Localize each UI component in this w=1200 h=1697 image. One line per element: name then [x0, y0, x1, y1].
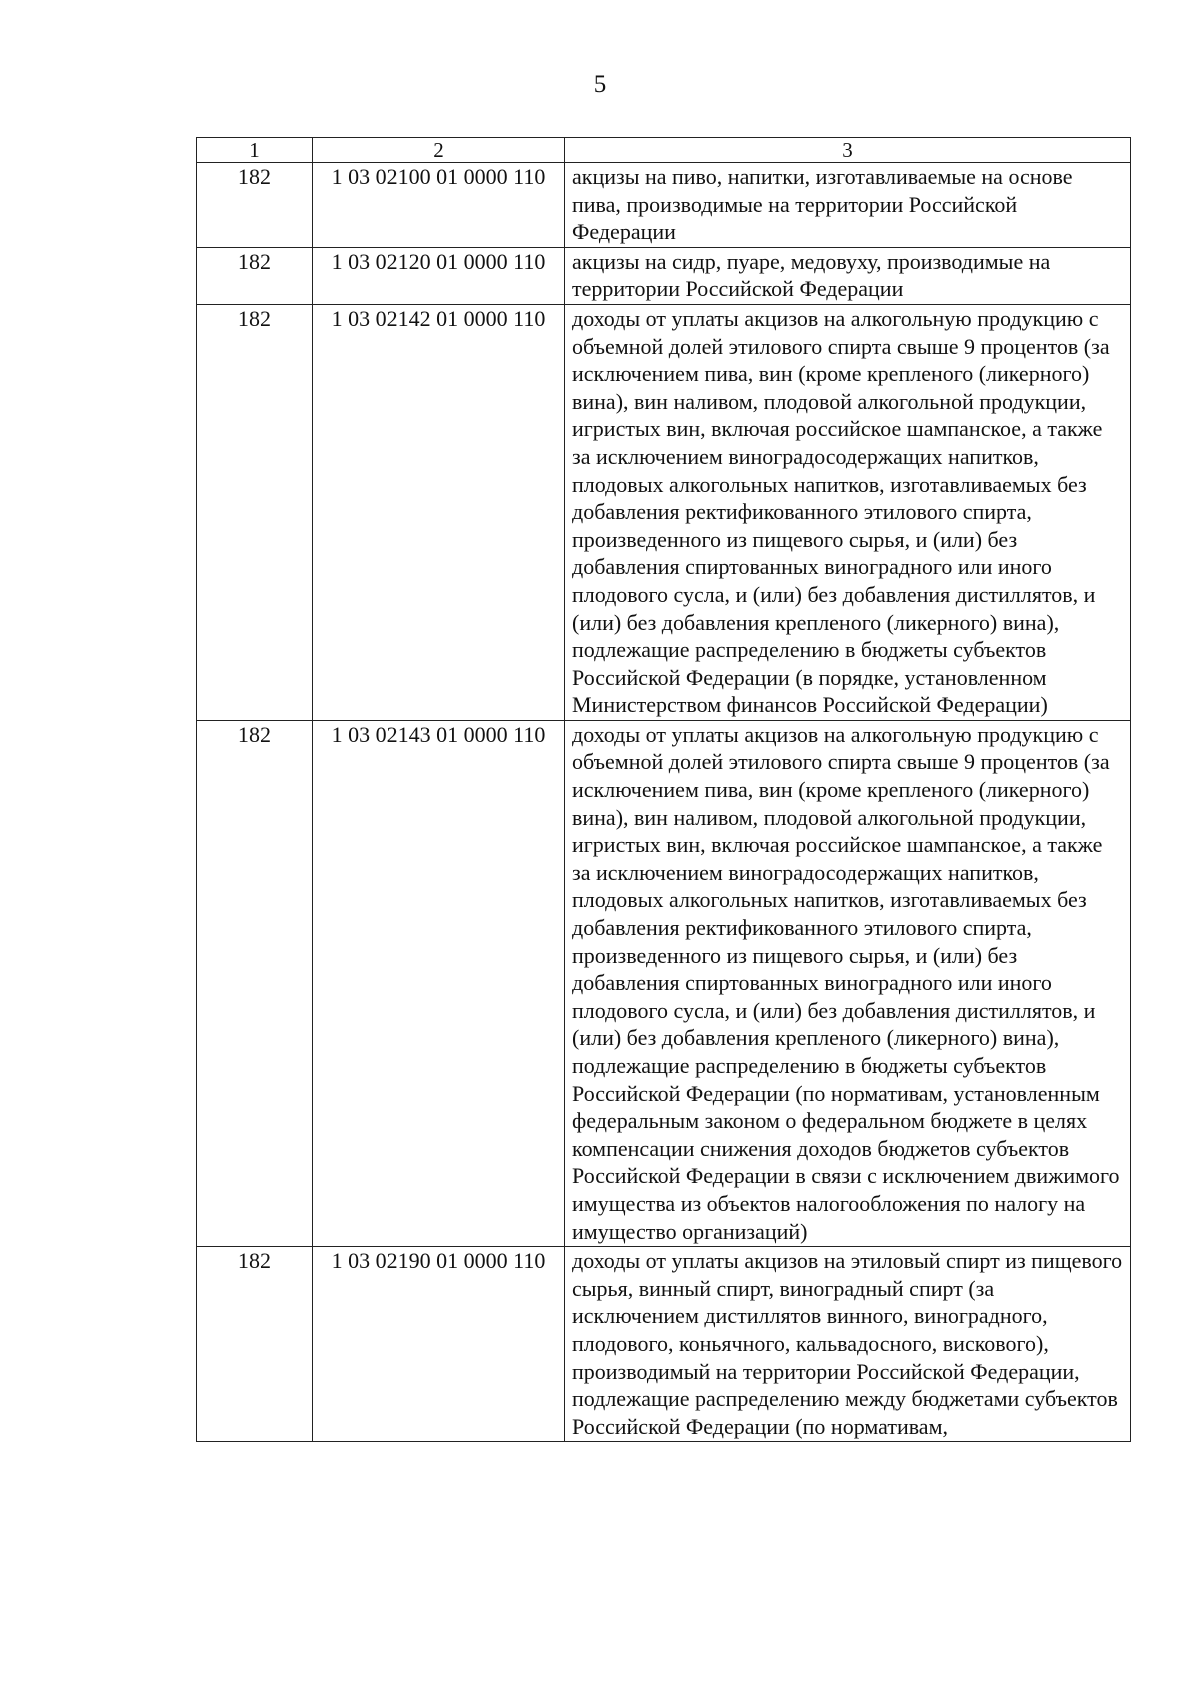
table-header-row — [197, 138, 1131, 163]
table-row — [197, 720, 1131, 1246]
description-cell: доходы от уплаты акцизов на алкогольную продукцию с объемной долей этилового спирта свыше 9 процентов (за исключением пива, вин (кроме крепленого (ликерного) вина), вин наливом, плодовой алкогольной продукции, игристых вин, включая российское шампанское, а также за исключением виноградосодержащих напитков, плодовых алкогольных напитков, изготавливаемых без добавления ректификованного этилового спирта, произведенного из пищевого сырья, и (или) без добавления спиртованных виноградного или иного плодового сусла, и (или) без добавления дистиллятов, и (или) без добавления крепленого (ликерного) вина), подлежащие распределению в бюджеты субъектов Российской Федерации (по нормативам, установленным федеральным законом о федеральном бюджете в целях компенсации снижения доходов бюджетов субъектов Российской Федерации в связи с исключением движимого имущества из объектов налогообложения по налогу на имущество организаций) — [565, 720, 1131, 1246]
column-header-3: 3 — [565, 138, 1131, 163]
description-cell: акцизы на пиво, напитки, изготавливаемые на основе пива, производимые на территории Российской Федерации — [565, 163, 1131, 248]
column-header-1: 1 — [197, 138, 313, 163]
admin-code-cell: 182 — [197, 720, 313, 1246]
description-cell: акцизы на сидр, пуаре, медовуху, производимые на территории Российской Федерации — [565, 247, 1131, 304]
kbk-code-cell: 1 03 02190 01 0000 110 — [313, 1247, 565, 1442]
admin-code-cell: 182 — [197, 247, 313, 304]
page-number: 5 — [593, 71, 607, 98]
admin-code-cell: 182 — [197, 1247, 313, 1442]
description-cell: доходы от уплаты акцизов на этиловый спирт из пищевого сырья, винный спирт, виноградный спирт (за исключением дистиллятов винного, виноградного, плодового, коньячного, кальвадосного, вискового), производимый на территории Российской Федерации, подлежащие распределению между бюджетами субъектов Российской Федерации (по нормативам, — [565, 1247, 1131, 1442]
admin-code-cell: 182 — [197, 163, 313, 248]
kbk-code-cell: 1 03 02142 01 0000 110 — [313, 304, 565, 720]
income-codes-table — [196, 137, 1131, 1442]
kbk-code-cell: 1 03 02100 01 0000 110 — [313, 163, 565, 248]
table-row — [197, 1247, 1131, 1442]
description-cell: доходы от уплаты акцизов на алкогольную продукцию с объемной долей этилового спирта свыше 9 процентов (за исключением пива, вин (кроме крепленого (ликерного) вина), вин наливом, плодовой алкогольной продукции, игристых вин, включая российское шампанское, а также за исключением виноградосодержащих напитков, плодовых алкогольных напитков, изготавливаемых без добавления ректификованного этилового спирта, произведенного из пищевого сырья, и (или) без добавления спиртованных виноградного или иного плодового сусла, и (или) без добавления дистиллятов, и (или) без добавления крепленого (ликерного) вина), подлежащие распределению в бюджеты субъектов Российской Федерации (в порядке, установленном Министерством финансов Российской Федерации) — [565, 304, 1131, 720]
table-row — [197, 247, 1131, 304]
kbk-code-cell: 1 03 02143 01 0000 110 — [313, 720, 565, 1246]
column-header-2: 2 — [313, 138, 565, 163]
table-row — [197, 163, 1131, 248]
table-row — [197, 304, 1131, 720]
kbk-code-cell: 1 03 02120 01 0000 110 — [313, 247, 565, 304]
admin-code-cell: 182 — [197, 304, 313, 720]
